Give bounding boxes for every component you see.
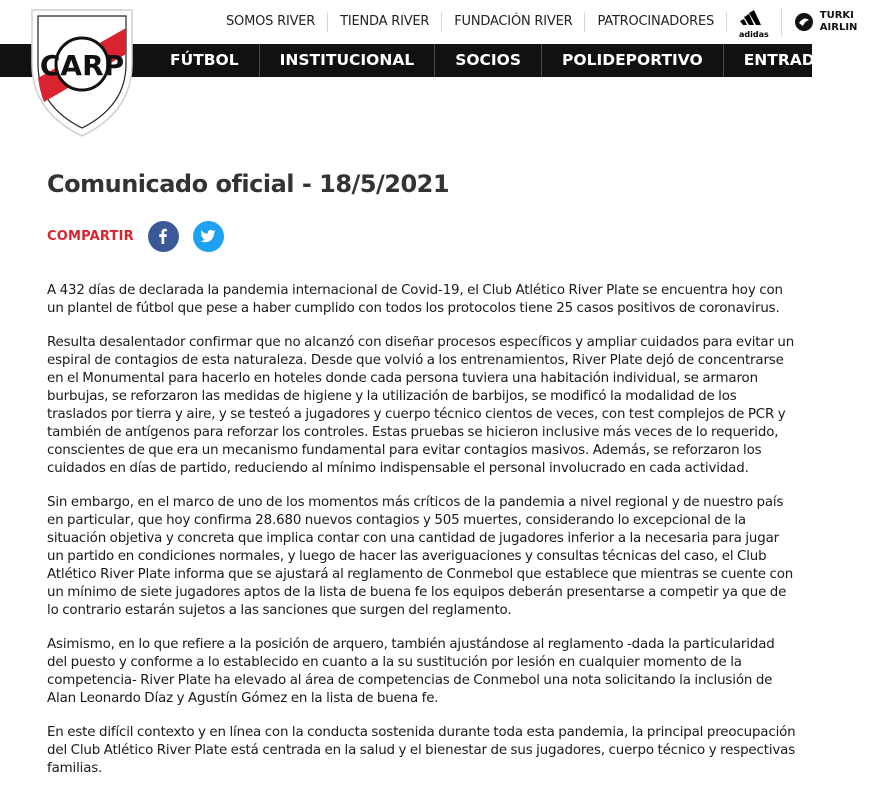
top-link-somos-river[interactable]: SOMOS RIVER [214, 12, 328, 32]
paragraph-4: Asimismo, en lo que refiere a la posición de arquero, también ajustándose al reglamento -dada la particularidad del puesto y conforme a lo establecido en cuanto a la su sustitución por lesión en cualquier momento de la competencia- River Plate ha elevado al área de competencias de Conmebol una nota solicitando la inclusión de Alan Leonardo Díaz y Agustín Gómez en la lista de buena fe. [47, 637, 775, 706]
top-links [214, 0, 869, 44]
river-plate-crest-logo[interactable] [28, 6, 136, 140]
facebook-share-button[interactable] [148, 221, 179, 252]
adidas-label: adidas [739, 29, 769, 39]
nav-entradas[interactable]: ENTRADAS [723, 44, 858, 77]
article-title: Comunicado oficial - 18/5/2021 [47, 170, 450, 198]
top-link-tienda-river[interactable]: TIENDA RIVER [328, 12, 442, 32]
article-body [47, 282, 797, 778]
paragraph-3: Sin embargo, en el marco de uno de los momentos más críticos de la pandemia a nivel regional y de nuestro país en particular, que hoy confirma 28.680 nuevos contagios y 505 muertes, considerando lo excepcional de la situación objetiva y concreta que implica contar con una cantidad de jugadores inferior a la necesaria para jugar un partido en condiciones normales, y luego de hacer las averiguaciones y consultas técnicas del caso, el Club Atlético River Plate informa que se ajustará al reglamento de Conmebol que establece que mientras se cuente con un mínimo de siete jugadores aptos de la lista de buena fe los equipos deberán presentarse a competir ya que de lo contrario estarán sujetos a las sanciones que surgen del reglamento. [47, 495, 794, 618]
adidas-sponsor-logo[interactable] [727, 8, 782, 39]
share-label: COMPARTIR [47, 228, 134, 244]
nav-polideportivo[interactable]: POLIDEPORTIVO [541, 44, 723, 77]
turkish-airlines-icon [794, 12, 814, 32]
nav-institucional[interactable]: INSTITUCIONAL [259, 44, 435, 77]
share-bar [47, 220, 797, 252]
turkish-airlines-label [820, 10, 858, 34]
paragraph-2: Resulta desalentador confirmar que no alcanzó con diseñar procesos específicos y ampliar cuidados para evitar un espiral de contagios de esta naturaleza. Desde que volvió a los entrenamientos, River Plate dejó de concentrarse en el Monumental para hacerlo en hoteles donde cada persona tuviera una habitación individual, se armaron burbujas, se reforzaron las medidas de higiene y la utilización de barbijos, se modificó la modalidad de los traslados por tierra y aire, y se testeó a jugadores y cuerpo técnico cientos de veces, con test complejos de PCR y también de antígenos para reforzar los controles. Estas pruebas se hicieron inclusive más veces de lo requerido, conscientes de que era un mecanismo fundamental para evitar contagios masivos. Además, se reforzaron los cuidados en días de partido, reduciendo al mínimo indispensable el personal involucrado en cada actividad. [47, 335, 795, 476]
article [47, 170, 797, 794]
top-link-fundacion-river[interactable]: FUNDACIÓN RIVER [442, 12, 585, 32]
turkish-line-2: AIRLIN [819, 22, 858, 33]
paragraph-5: En este difícil contexto y en línea con la conducta sostenida durante toda esta pandemia, la principal preocupación del Club Atlético River Plate está centrada en la salud y el bienestar de sus jugadores, cuerpo técnico y respectivas familias. [47, 725, 796, 776]
facebook-icon [155, 228, 171, 244]
top-link-patrocinadores[interactable]: PATROCINADORES [585, 12, 727, 32]
twitter-icon [200, 228, 216, 244]
turkish-airlines-sponsor-logo[interactable] [782, 8, 869, 36]
paragraph-1: A 432 días de declarada la pandemia internacional de Covid-19, el Club Atlético River Plate se encuentra hoy con un plantel de fútbol que pese a haber cumplido con todos los protocolos tiene 25 casos positivos de coronavirus. [47, 283, 783, 316]
adidas-icon [740, 6, 768, 30]
nav-futbol[interactable]: FÚTBOL [170, 51, 239, 69]
twitter-share-button[interactable] [193, 221, 224, 252]
nav-socios[interactable]: SOCIOS [434, 44, 541, 77]
crest-letters: CARP [39, 49, 125, 82]
turkish-line-1: TURKI [819, 10, 854, 21]
